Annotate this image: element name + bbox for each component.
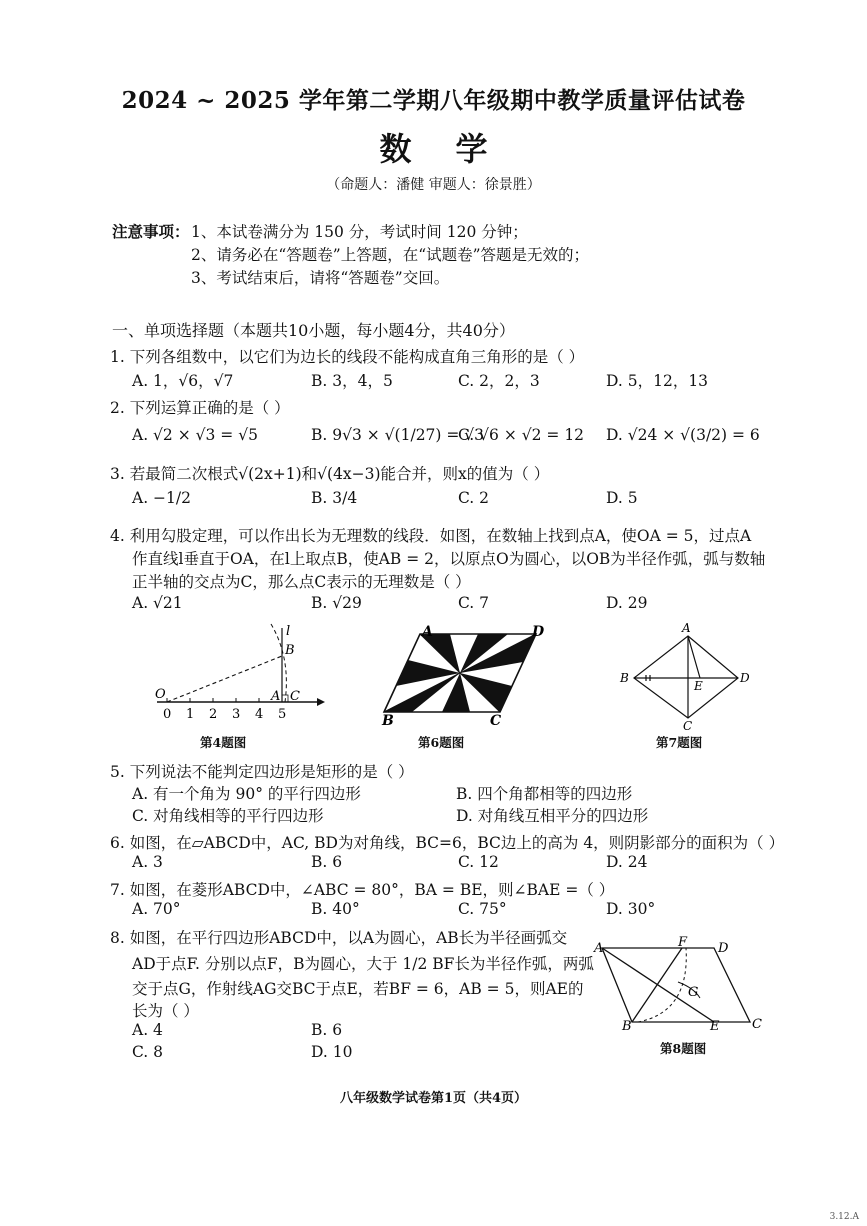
parallelogram-abcd: [384, 634, 536, 712]
q6-option-c: C. 12: [458, 853, 499, 871]
q3-option-b: B. 3/4: [311, 489, 358, 507]
tick-5: 5: [278, 707, 287, 722]
q5-option-d: D. 对角线互相平分的四边形: [456, 807, 649, 825]
q8-line-1: 8. 如图，在平行四边形ABCD中，以A为圆心，AB长为半径画弧交: [110, 929, 568, 947]
q6-option-b: B. 6: [311, 853, 343, 871]
q4-line-1: 4. 利用勾股定理，可以作出长为无理数的线段．如图，在数轴上找到点A，使OA = 5，过点A: [110, 527, 752, 545]
q2-option-d: D. √24 × √(3/2) = 6: [606, 426, 760, 444]
tick-1: 1: [186, 707, 195, 722]
figure-4: [145, 618, 335, 728]
q7-option-a: A. 70°: [132, 900, 181, 918]
label-c: C: [290, 689, 300, 704]
label-a: A: [271, 689, 281, 704]
q4-line-2: 作直线l垂直于OA，在l上取点B，使AB = 2，以原点O为圆心，以OB为半径作弧，弧与数轴: [132, 550, 766, 568]
parallelogram-abcd: [602, 948, 750, 1022]
label-b: B: [620, 671, 629, 685]
q7-option-c: C. 75°: [458, 900, 507, 918]
tick-2: 2: [209, 707, 218, 722]
q7-option-d: D. 30°: [606, 900, 656, 918]
note-item-2: 2、请务必在“答题卷”上答题，在“试题卷”答题是无效的；: [191, 246, 590, 264]
q1-stem: 1. 下列各组数中，以它们为边长的线段不能构成直角三角形的是（ ）: [110, 348, 585, 366]
q4-line-3: 正半轴的交点为C，那么点C表示的无理数是（ ）: [132, 573, 471, 591]
label-c: C: [752, 1017, 762, 1032]
label-c: C: [490, 713, 502, 726]
tick-0: 0: [163, 707, 172, 722]
q6-stem: 6. 如图，在▱ABCD中，AC, BD为对角线，BC=6，BC边上的高为 4，则阴影部分的面积为（ ）: [110, 834, 785, 852]
q5-option-b: B. 四个角都相等的四边形: [456, 785, 633, 803]
label-a: A: [594, 941, 604, 956]
q8-option-d: D. 10: [311, 1043, 353, 1061]
q2-option-c: C. √6 × √2 = 12: [458, 426, 585, 444]
tick-4: 4: [255, 707, 264, 722]
q5-option-a: A. 有一个角为 90° 的平行四边形: [132, 785, 361, 803]
q8-line-4: 长为（ ）: [132, 1002, 199, 1020]
q8-option-b: B. 6: [311, 1021, 343, 1039]
label-e: E: [710, 1019, 720, 1032]
label-d: D: [740, 671, 750, 685]
q4-option-a: A. √21: [132, 594, 183, 612]
label-b: B: [382, 713, 394, 726]
label-c: C: [683, 719, 693, 732]
section-heading: 一、单项选择题（本题共10小题，每小题4分，共40分）: [112, 321, 515, 340]
q3-option-c: C. 2: [458, 489, 490, 507]
label-b: B: [285, 643, 295, 658]
q8-option-c: C. 8: [132, 1043, 164, 1061]
q3-option-a: A. −1/2: [132, 489, 191, 507]
subject-title: 数学: [379, 130, 532, 168]
label-d: D: [532, 624, 545, 640]
q5-stem: 5. 下列说法不能判定四边形是矩形的是（ ）: [110, 763, 414, 781]
label-a: A: [422, 624, 433, 640]
q7-stem: 7. 如图，在菱形ABCD中，∠ABC = 80°，BA = BE，则∠BAE =（ ）: [110, 881, 615, 899]
q1-option-d: D. 5，12，13: [606, 372, 709, 390]
tick-3: 3: [232, 707, 241, 722]
q2-stem: 2. 下列运算正确的是（ ）: [110, 399, 290, 417]
label-l: l: [286, 624, 291, 639]
q8-line-2: AD于点F. 分别以点F，B为圆心，大于 1/2 BF长为半径作弧，两弧: [132, 955, 594, 973]
label-b: B: [622, 1019, 632, 1032]
q8-option-a: A. 4: [132, 1021, 163, 1039]
label-g: G: [688, 985, 699, 1000]
note-item-1: 1、本试卷满分为 150 分，考试时间 120 分钟；: [191, 223, 528, 241]
notes-label: 注意事项：: [112, 222, 190, 241]
number-line-arrow: [317, 698, 325, 706]
label-f: F: [678, 935, 688, 950]
note-item-3: 3、考试结束后，请将“答题卷”交回。: [191, 269, 450, 287]
segment-ob: [167, 656, 282, 702]
exam-title: 2024 ~ 2025 学年第二学期八年级期中教学质量评估试卷: [121, 87, 746, 114]
figure-8: [590, 932, 770, 1032]
page-mark: 3.12.A: [829, 1212, 859, 1222]
q6-option-d: D. 24: [606, 853, 648, 871]
q4-option-c: C. 7: [458, 594, 490, 612]
figure-7-caption: 第7题图: [656, 735, 703, 750]
page-footer: 八年级数学试卷第1页（共4页）: [339, 1091, 528, 1106]
q7-option-b: B. 40°: [311, 900, 360, 918]
authors-line: （命题人：潘健 审题人：徐景胜）: [326, 177, 541, 193]
label-e: E: [694, 679, 703, 693]
q5-option-c: C. 对角线相等的平行四边形: [132, 807, 324, 825]
q4-option-d: D. 29: [606, 594, 648, 612]
q2-option-a: A. √2 × √3 = √5: [132, 426, 258, 444]
label-o: O: [155, 687, 166, 702]
q4-option-b: B. √29: [311, 594, 362, 612]
figure-6: [378, 622, 558, 726]
q6-option-a: A. 3: [132, 853, 163, 871]
q1-option-c: C. 2，2，3: [458, 372, 540, 390]
label-a: A: [682, 621, 691, 635]
q1-option-b: B. 3，4，5: [311, 372, 393, 390]
figure-4-caption: 第4题图: [200, 735, 247, 750]
figure-6-caption: 第6题图: [418, 735, 465, 750]
label-d: D: [718, 941, 729, 956]
q2-option-b: B. 9√3 × √(1/27) = √3: [311, 426, 485, 444]
rhombus-abcd: [634, 636, 738, 718]
q3-stem: 3. 若最简二次根式√(2x+1)和√(4x−3)能合并，则x的值为（ ）: [110, 465, 550, 483]
q8-line-3: 交于点G，作射线AG交BC于点E，若BF = 6，AB = 5，则AE的: [132, 980, 584, 998]
q1-option-a: A. 1，√6，√7: [132, 372, 234, 390]
figure-7: [614, 620, 764, 732]
q3-option-d: D. 5: [606, 489, 638, 507]
figure-8-caption: 第8题图: [660, 1041, 707, 1056]
